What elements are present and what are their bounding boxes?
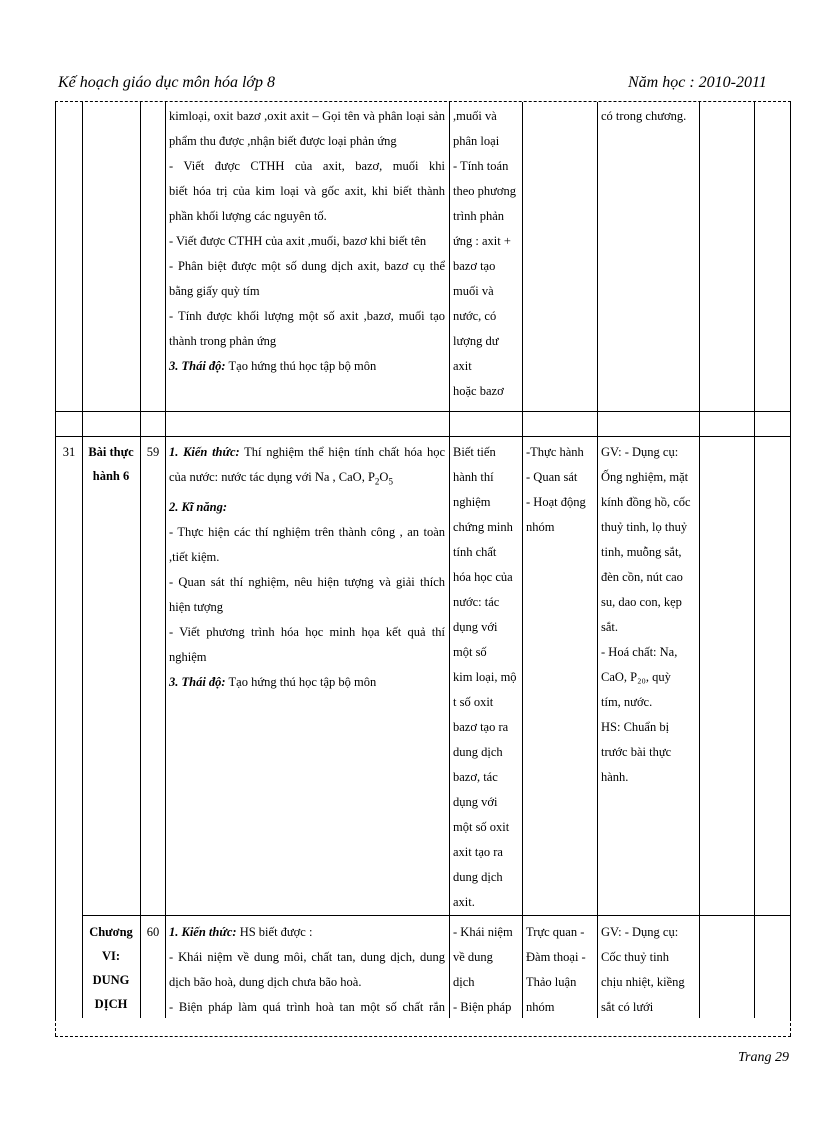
knowledge-text: Thí nghiệm thể hiện tính chất hóa học: [244, 445, 446, 459]
objective-line: - Viết được CTHH của axit ,muối, bazơ khi biết tên: [169, 234, 427, 248]
attitude-label: 3. Thái độ:: [169, 359, 226, 373]
skill-line: - Viết phương trình hóa học minh họa kết quả thí: [169, 624, 445, 639]
page-number: Trang 29: [738, 1050, 789, 1065]
focus-line: nước: tác: [453, 595, 500, 609]
objective-line: bằng giấy quỳ tím: [169, 284, 260, 298]
col-divider: [522, 102, 523, 1018]
skill-line: hiện tượng: [169, 599, 224, 614]
objective-line: thành trong phản ứng: [169, 334, 277, 348]
objective-line: - Khái niệm về dung môi, chất tan, dung dịch, dung: [169, 950, 445, 964]
col-divider: [140, 102, 141, 1018]
objectives-cell: [169, 440, 445, 695]
objectives-cell: [169, 920, 445, 1020]
objective-line: - Biện pháp làm quá trình hoà tan một số chất rắn: [169, 1000, 445, 1014]
prep-line: tinh, muỗng sắt,: [601, 545, 682, 559]
knowledge-text: của nước: nước tác dụng với Na , CaO, P: [169, 470, 375, 484]
objectives-cell: [169, 104, 445, 379]
focus-line: nước, có: [453, 309, 497, 323]
method-line: nhóm: [526, 520, 555, 534]
focus-line: muối và: [453, 284, 494, 298]
chapter-title-line: Chương: [89, 925, 133, 939]
prep-line: su, dao con, kẹp: [601, 595, 682, 609]
focus-cell: [453, 104, 519, 404]
col-divider: [754, 102, 755, 1018]
objective-line: - Tính được khối lượng một số axit ,bazơ, muối tạo: [169, 309, 445, 323]
focus-line: - Khái niệm: [453, 925, 513, 939]
prep-line: kính đồng hồ, cốc: [601, 495, 691, 509]
objective-line: kimloại, oxit bazơ ,oxit axit – Gọi tên và phân loại sản: [169, 109, 445, 123]
focus-line: phân loại: [453, 134, 500, 148]
method-line: -Thực hành: [526, 445, 584, 459]
focus-line: một số: [453, 645, 487, 659]
attitude-text: Tạo hứng thú học tập bộ môn: [228, 674, 377, 689]
document-header-title: Kế hoạch giáo dục môn hóa lớp 8: [58, 74, 275, 91]
focus-line: dung dịch: [453, 745, 503, 759]
attitude-line: [169, 354, 445, 379]
row-divider: [82, 915, 790, 916]
subscript: 2: [374, 476, 380, 487]
objective-line: - Viết được CTHH của axit, bazơ, muối khi: [169, 159, 445, 173]
prep-line: CaO, P₂₀, quỳ: [601, 670, 671, 684]
method-line: nhóm: [526, 1000, 555, 1014]
chapter-title: [84, 920, 138, 1016]
col-divider: [449, 102, 450, 1018]
focus-line: axit tạo ra: [453, 845, 503, 859]
chapter-title-line: DUNG: [92, 973, 130, 987]
chapter-title-line: DỊCH: [94, 997, 128, 1011]
preparation-cell: [601, 920, 697, 1020]
knowledge-label: 1. Kiến thức:: [169, 445, 240, 459]
footer-border-left: [55, 1018, 56, 1036]
focus-line: bazơ tạo ra: [453, 720, 509, 734]
col-divider: [165, 102, 166, 1018]
focus-line: dụng với: [453, 795, 498, 809]
focus-line: theo phương: [453, 184, 517, 198]
attitude-text: Tạo hứng thú học tập bộ môn: [228, 359, 377, 373]
focus-line: dụng với: [453, 620, 498, 634]
objective-line: dịch bão hoà, dung dịch chưa bão hoà.: [169, 975, 362, 989]
period-number: 59: [146, 445, 160, 459]
prep-line: GV: - Dụng cụ:: [601, 445, 679, 459]
period-number: 60: [146, 925, 160, 939]
focus-line: hành thí: [453, 470, 494, 484]
preparation-cell: [601, 440, 697, 790]
prep-line: GV: - Dụng cụ:: [601, 925, 679, 939]
school-year: Năm học : 2010-2011: [628, 74, 767, 91]
prep-line: có trong chương.: [601, 109, 687, 123]
lesson-title: Bài thực hành 6: [88, 445, 134, 483]
method-line: Thảo luận: [526, 975, 577, 989]
row-divider: [55, 411, 790, 412]
knowledge-line: [169, 440, 445, 465]
objective-line: phẩm thu được ,nhận biết được loại phản ứng: [169, 134, 397, 148]
prep-line: HS: Chuẩn bị: [601, 720, 670, 734]
prep-line: sắt.: [601, 620, 619, 634]
method-line: - Quan sát: [526, 470, 578, 484]
table-border-right: [790, 102, 791, 1018]
focus-cell: [453, 920, 519, 1020]
method-line: Đàm thoại -: [526, 950, 586, 964]
prep-line: hành.: [601, 770, 629, 784]
col-divider: [597, 102, 598, 1018]
skill-line: - Thực hiện các thí nghiệm trên thành công , an toàn: [169, 524, 445, 539]
footer-rule: [55, 1036, 791, 1037]
focus-line: nghiệm: [453, 495, 491, 509]
attitude-label: 3. Thái độ:: [169, 674, 226, 689]
focus-line: chứng minh: [453, 520, 513, 534]
focus-line: Biết tiến: [453, 445, 496, 459]
focus-cell: [453, 440, 519, 915]
method-cell: [526, 440, 596, 540]
preparation-cell: [601, 104, 697, 129]
prep-line: trước bài thực: [601, 745, 672, 759]
focus-line: - Tính toán: [453, 159, 509, 173]
focus-line: hoặc bazơ: [453, 384, 504, 398]
row-divider: [55, 436, 790, 437]
knowledge-line: [169, 920, 445, 945]
focus-line: bazơ tạo: [453, 259, 496, 273]
focus-line: về dung: [453, 950, 493, 964]
focus-line: axit: [453, 359, 472, 373]
formula-part: O: [379, 470, 389, 484]
focus-line: hóa học của: [453, 570, 513, 584]
skills-label: 2. Kĩ năng:: [169, 499, 228, 514]
prep-line: chịu nhiệt, kiềng: [601, 975, 685, 989]
prep-line: thuỷ tinh, lọ thuỷ: [601, 520, 688, 534]
skill-line: - Quan sát thí nghiệm, nêu hiện tượng và giải thích: [169, 574, 445, 589]
attitude-line: [169, 670, 445, 695]
table-border-left: [55, 102, 56, 1018]
focus-line: - Biện pháp: [453, 1000, 512, 1014]
focus-line: bazơ, tác: [453, 770, 498, 784]
knowledge-line: [169, 465, 445, 495]
lesson-number: 31: [62, 445, 76, 459]
focus-line: dịch: [453, 975, 475, 989]
method-line: - Hoạt động: [526, 495, 586, 509]
knowledge-label: 1. Kiến thức:: [169, 925, 237, 939]
objective-line: biết hóa trị của kim loại và gốc axit, khi biết thành: [169, 184, 445, 198]
focus-line: t số oxit: [453, 695, 494, 709]
footer-border-right: [790, 1018, 791, 1036]
prep-line: Ống nghiệm, mặt: [601, 470, 689, 484]
method-cell: [526, 920, 596, 1020]
objective-line: phần khối lượng các nguyên tố.: [169, 209, 327, 223]
prep-line: tím, nước.: [601, 695, 653, 709]
focus-line: trình phản: [453, 209, 505, 223]
prep-line: sắt có lưới: [601, 1000, 654, 1014]
focus-line: axit.: [453, 895, 475, 909]
chapter-title-line: VI:: [101, 949, 121, 963]
skill-line: ,tiết kiệm.: [169, 549, 220, 564]
prep-line: - Hoá chất: Na,: [601, 645, 678, 659]
objective-line: - Phân biệt được một số dung dịch axit, bazơ cụ thể: [169, 259, 445, 273]
method-line: Trực quan -: [526, 925, 585, 939]
subscript: 5: [388, 476, 393, 487]
skill-line: nghiệm: [169, 649, 207, 664]
focus-line: một số oxit: [453, 820, 510, 834]
focus-line: ứng : axit +: [453, 234, 511, 248]
focus-line: dung dịch: [453, 870, 503, 884]
col-divider: [699, 102, 700, 1018]
col-divider: [82, 102, 83, 1018]
focus-line: tính chất: [453, 545, 497, 559]
focus-line: ,muối và: [453, 109, 497, 123]
knowledge-text: HS biết được :: [239, 925, 313, 939]
focus-line: lượng dư: [453, 334, 499, 348]
prep-line: đèn cồn, nút cao: [601, 570, 683, 584]
focus-line: kim loại, mộ: [453, 670, 517, 684]
prep-line: Cốc thuỷ tinh: [601, 950, 670, 964]
